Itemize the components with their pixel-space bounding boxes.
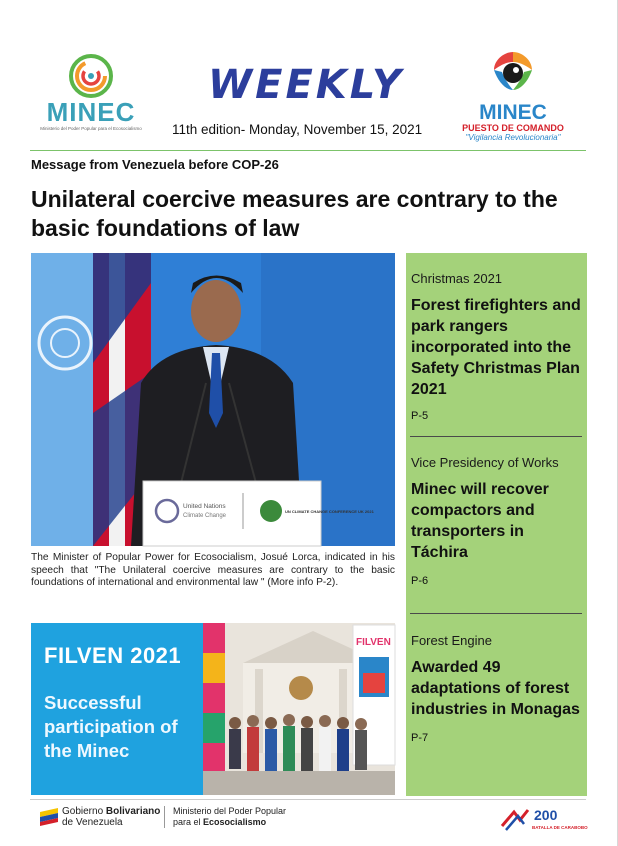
minec-logo-right bbox=[458, 48, 568, 142]
right-logo-sub2: "Vigilancia Revolucionaria" bbox=[465, 133, 561, 142]
gob-line1-bold: Bolivariano bbox=[105, 806, 161, 817]
minister-speech-photo bbox=[31, 253, 395, 546]
filven-subtitle: Successful participation of the Minec bbox=[44, 692, 178, 761]
bicentenario-number: 200 bbox=[534, 807, 558, 823]
left-logo-name: MINEC bbox=[46, 97, 136, 127]
section-title[interactable]: Minec will recover compactors and transporters in Táchira bbox=[411, 481, 549, 561]
section-title[interactable]: Awarded 49 adaptations of forest industries in Monagas bbox=[411, 659, 580, 718]
sidebar-section-forest[interactable] bbox=[411, 633, 583, 744]
section-label: Forest Engine bbox=[411, 633, 492, 648]
bicentenario-logo bbox=[500, 804, 588, 839]
minec-logo-left bbox=[36, 54, 146, 132]
header-divider bbox=[30, 150, 586, 151]
podium-text-cop: UN CLIMATE CHANGE CONFERENCE UK 2021 bbox=[285, 509, 374, 514]
section-page: P-7 bbox=[411, 732, 429, 744]
section-title[interactable]: Forest firefighters and park rangers incorporated into the Safety Christmas Plan 2021 bbox=[411, 297, 581, 398]
section-label: Vice Presidency of Works bbox=[411, 455, 559, 470]
sidebar-section-christmas[interactable] bbox=[411, 271, 583, 422]
lead-kicker: Message from Venezuela before COP-26 bbox=[31, 157, 279, 172]
section-label: Christmas 2021 bbox=[411, 271, 503, 286]
min-line2-bold: Ecosocialismo bbox=[203, 817, 267, 827]
publication-title: WEEKLY bbox=[208, 62, 404, 108]
section-page: P-6 bbox=[411, 575, 429, 587]
sidebar-panel bbox=[406, 253, 587, 796]
bicentenario-sub: BATALLA DE CARABOBO bbox=[532, 825, 588, 830]
sidebar-section-works[interactable] bbox=[411, 455, 583, 587]
ministerio-logo bbox=[164, 806, 286, 828]
podium-text-cc: Climate Change bbox=[183, 513, 227, 519]
footer-divider bbox=[30, 799, 586, 800]
min-line1: Ministerio del Poder Popular bbox=[173, 806, 287, 816]
filven-group-photo bbox=[203, 623, 395, 795]
section-page: P-5 bbox=[411, 410, 429, 422]
filven-title: FILVEN 2021 bbox=[44, 643, 182, 668]
lead-headline: Unilateral coercive measures are contrary to the basic foundations of law bbox=[31, 186, 558, 241]
photo-caption: The Minister of Popular Power for Ecosocialism, Josué Lorca, indicated in his speech that "The Unilateral coercive measures are contrary to the basic foundations of international and environmental law " (More info P-2). bbox=[31, 552, 395, 588]
edition-date: 11th edition- Monday, November 15, 2021 bbox=[172, 122, 423, 137]
min-line2: para el bbox=[173, 817, 201, 827]
sidebar-divider bbox=[410, 613, 582, 614]
eye-leaf-logo-icon bbox=[488, 48, 538, 96]
spiral-logo-icon bbox=[69, 54, 113, 98]
gob-line2: de Venezuela bbox=[62, 817, 123, 828]
left-logo-tagline: Ministerio del Poder Popular para el Ecosocialismo bbox=[40, 126, 142, 131]
filven-banner-text: FILVEN bbox=[356, 637, 391, 648]
filven-box[interactable] bbox=[31, 623, 203, 795]
sidebar-divider bbox=[410, 436, 582, 437]
venezuela-flag-icon bbox=[40, 808, 58, 824]
right-logo-sub1: PUESTO DE COMANDO bbox=[462, 123, 564, 133]
podium-text-un: United Nations bbox=[183, 503, 226, 510]
right-logo-name: MINEC bbox=[479, 101, 547, 124]
gob-line1: Gobierno bbox=[62, 806, 104, 817]
